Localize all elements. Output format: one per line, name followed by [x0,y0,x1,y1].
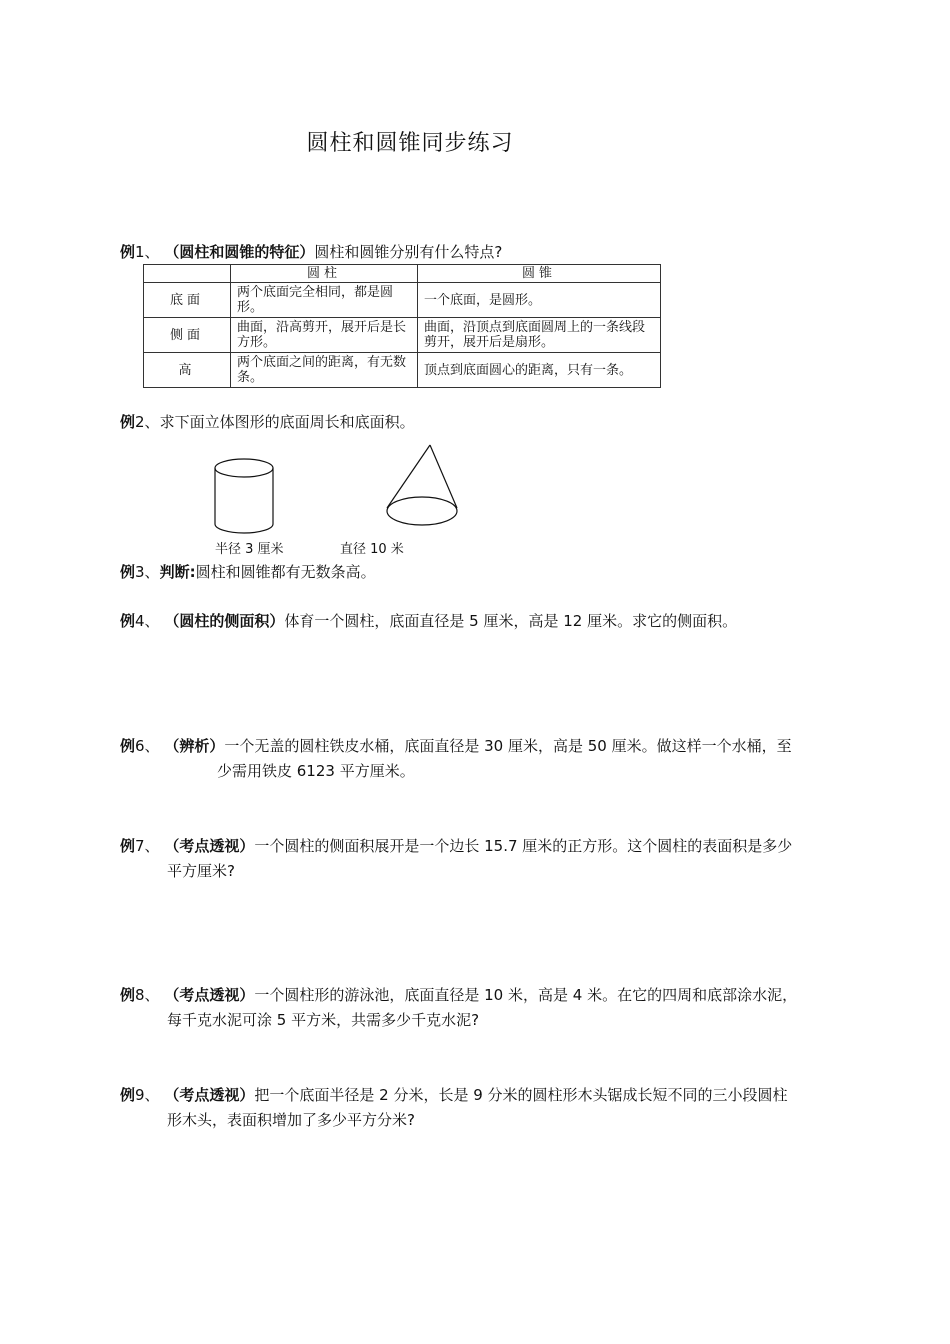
question-number: 2、 [135,413,160,431]
question-2 [120,410,415,435]
question-number: 3、 [135,563,160,581]
question-text: 一个无盖的圆柱铁皮水桶，底面直径是 30 厘米，高是 50 厘米。做这样一个水桶，至 [224,737,792,755]
question-text: 把一个底面半径是 2 分米，长是 9 分米的圆柱形木头锯成长短不同的三小段圆柱 [254,1086,788,1104]
question-label: 例 [120,612,136,630]
question-continuation: 平方厘米? [167,862,235,880]
question-number: 8、 [135,986,160,1004]
question-label: 例 [120,563,136,581]
question-label: 例 [120,1086,136,1104]
question-text: 求下面立体图形的底面周长和底面积。 [159,413,415,431]
question-label: 例 [120,986,136,1004]
question-tag: （圆柱的侧面积） [164,612,285,630]
question-label: 例 [120,737,136,755]
question-text: 圆柱和圆锥分别有什么特点? [314,243,503,261]
question-label: 例 [120,837,136,855]
cylinder-cell: 两个底面之间的距离，有无数条。 [231,353,418,388]
question-tag: （考点透视） [164,1086,255,1104]
question-number: 6、 [135,737,160,755]
question-number: 1、 [135,243,160,261]
row-header: 底面 [144,283,231,318]
cone-cell: 顶点到底面圆心的距离，只有一条。 [418,353,661,388]
table-header-row [144,265,661,283]
table-header-cell: 圆锥 [418,265,661,283]
question-text: 圆柱和圆锥都有无数条高。 [195,563,376,581]
cylinder-label: 半径 3 厘米 [215,542,284,557]
question-text: 一个圆柱形的游泳池，底面直径是 10 米，高是 4 米。在它的四周和底部涂水泥， [254,986,798,1004]
question-7 [120,834,870,884]
row-header: 高 [144,353,231,388]
question-tag: （圆柱和圆锥的特征） [164,243,315,261]
table-row [144,353,661,388]
table-row [144,283,661,318]
question-continuation: 每千克水泥可涂 5 平方米，共需多少千克水泥? [167,1011,480,1029]
table-header-cell [144,265,231,283]
question-text: 体育一个圆柱，底面直径是 5 厘米，高是 12 厘米。求它的侧面积。 [284,612,738,630]
question-label: 例 [120,413,136,431]
question-4 [120,609,737,634]
question-6 [120,734,870,784]
solid-figures [190,440,480,540]
question-tag: （考点透视） [164,837,255,855]
question-9 [120,1083,870,1133]
question-text: 一个圆柱的侧面积展开是一个边长 15.7 厘米的正方形。这个圆柱的表面积是多少 [254,837,793,855]
cylinder-figure [215,459,273,533]
page-title: 圆柱和圆锥同步练习 [306,131,514,156]
cone-cell: 一个底面，是圆形。 [418,283,661,318]
question-tag: （考点透视） [164,986,255,1004]
question-continuation: 少需用铁皮 6123 平方厘米。 [217,762,415,780]
table-header-cell: 圆柱 [231,265,418,283]
cone-cell: 曲面，沿顶点到底面圆周上的一条线段剪开，展开后是扇形。 [418,318,661,353]
question-continuation: 形木头，表面积增加了多少平方分米? [167,1111,415,1129]
table-row [144,318,661,353]
question-label: 例 [120,243,136,261]
cylinder-cell: 曲面，沿高剪开，展开后是长方形。 [231,318,418,353]
question-number: 9、 [135,1086,160,1104]
cone-label: 直径 10 米 [340,542,404,557]
question-number: 7、 [135,837,160,855]
question-8 [120,983,870,1033]
cylinder-cell: 两个底面完全相同，都是圆形。 [231,283,418,318]
feature-table [143,264,661,388]
cone-figure [387,445,457,525]
question-tag: （辨析） [164,737,225,755]
row-header: 侧面 [144,318,231,353]
question-1 [120,240,502,265]
question-tag: 判断: [159,563,196,581]
question-3 [120,560,376,585]
question-number: 4、 [135,612,160,630]
